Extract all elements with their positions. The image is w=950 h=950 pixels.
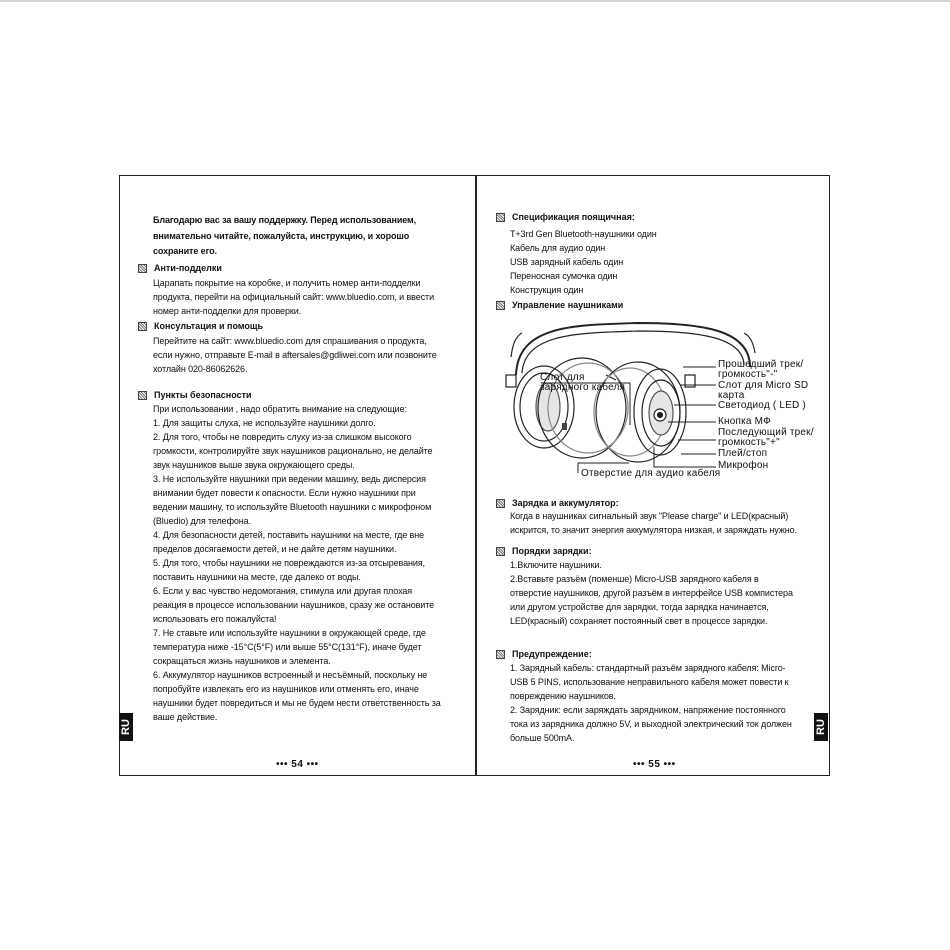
anti-fake-line: продукта, перейти на официальный сайт: www.bluedio.com, и ввести	[153, 292, 435, 302]
label-microphone: Микрофон	[718, 460, 769, 471]
charge-order-line: отверстие наушников, другой разъём в интерфейсе USB компистера	[510, 588, 793, 598]
spec-item: Конструкция один	[510, 285, 584, 295]
charge-order-line: LED(красный) сохраняет постоянный свет в процессе зарядки.	[510, 616, 768, 626]
safety-title: Пункты безопасности	[154, 390, 252, 400]
safety-line: попробуйте извлекать его из наушников или отменять его, иначе	[153, 684, 419, 694]
safety-line: использовать его пожалуйста!	[153, 614, 277, 624]
safety-line: 6. Если у вас чувство недомогания, стимула или другая плохая	[153, 586, 413, 596]
top-border-line	[0, 0, 950, 2]
safety-line: пределов досягаемости детей, и не дайте детям наушники.	[153, 544, 397, 554]
safety-line: 5. Для того, чтобы наушники не повреждаются из-за отсыревания,	[153, 558, 425, 568]
safety-line: 4. Для безопасности детей, поставить наушники на месте, где вне	[153, 530, 425, 540]
charging-line: искрится, то значит энергия аккумулятора низкая, и заряждать нужно.	[510, 525, 797, 535]
consult-line: если нужно, отправьте E-mail в aftersales@gdliwei.com или позвоните	[153, 350, 437, 360]
label-line: карта	[718, 390, 745, 401]
label-micro-sd	[718, 381, 808, 401]
label-line: Слот для Micro SD	[718, 380, 809, 391]
anti-fake-text	[153, 276, 434, 318]
charge-order-line: 2.Вставьте разъём (поменше) Micro-USB зарядного кабеля в	[510, 574, 759, 584]
language-code: RU	[120, 719, 133, 735]
spec-item: T+3rd Gen Bluetooth-наушники один	[510, 229, 657, 239]
label-play-stop: Плей/стоп	[718, 448, 768, 459]
safety-text	[153, 402, 441, 724]
label-line: Прошедший трек/	[718, 359, 804, 370]
charging-text	[510, 509, 797, 537]
section-bullet-icon	[138, 264, 147, 273]
section-bullet-icon	[496, 547, 505, 556]
language-tab-right	[814, 713, 828, 741]
spec-title: Спецификация поящичная:	[512, 212, 635, 222]
safety-line: реакция в процессе использовании наушников, сразу же остановите	[153, 600, 435, 610]
warning-line: больше 500mA.	[510, 733, 575, 743]
label-audio-jack: Отверстие для аудио кабеля	[581, 468, 721, 479]
language-tab-left	[119, 713, 133, 741]
safety-line: 6. Аккумулятор наушников встроенный и несъёмный, поскольку не	[153, 670, 428, 680]
warning-line: повреждению наушников.	[510, 691, 616, 701]
safety-line: 2. Для того, чтобы не повредить слуху из-за слишком высокого	[153, 432, 412, 442]
label-mf-button: Кнопка МФ	[718, 416, 771, 427]
safety-line: внимании будет повести к опасности. Если нужно наушники при	[153, 488, 416, 498]
label-prev-track	[718, 360, 803, 380]
safety-line: наушники будет повредиться и мы не будем нести ответственность за	[153, 698, 441, 708]
safety-line: поставить наушники на месте, где далеко от воды.	[153, 572, 361, 582]
label-line: громкость"-"	[718, 369, 778, 380]
controls-title: Управление наушниками	[512, 300, 624, 310]
safety-line: ваше действие.	[153, 712, 218, 722]
warning-line: USB 5 PINS, использование неправильного кабеля может повести к	[510, 677, 789, 687]
consult-text	[153, 334, 437, 376]
safety-line: 3. Не используйте наушники при ведении машину, ведь дисперсия	[153, 474, 426, 484]
intro-line: Благодарю вас за вашу поддержку. Перед использованием,	[153, 215, 417, 225]
warning-title: Предупреждение:	[512, 649, 592, 659]
consult-title: Консультация и помощь	[154, 321, 264, 331]
page-55	[478, 175, 828, 776]
safety-line: звук наушников выше звука окружающего среды.	[153, 460, 355, 470]
page-number: ••• 54 •••	[276, 759, 319, 770]
anti-fake-line: Царапать покрытие на коробке, и получить номер анти-подделки	[153, 278, 421, 288]
warning-line: 2. Зарядник: если заряждать зарядником, напряжение постоянного	[510, 705, 786, 715]
section-bullet-icon	[496, 650, 505, 659]
language-code: RU	[815, 719, 828, 735]
intro-text	[153, 213, 416, 260]
label-charging-slot	[540, 373, 625, 393]
consult-line: Перейтите на сайт: www.bluedio.com для спрашивания о продукта,	[153, 336, 427, 346]
charging-line: Когда в наушниках сигнальный звук "Please charge" и LED(красный)	[510, 511, 789, 521]
warning-line: тока из зарядника должно 5V, и выходной электрический ток должен	[510, 719, 792, 729]
label-next-track	[718, 428, 814, 448]
spec-item: USB зарядный кабель один	[510, 257, 624, 267]
label-line: Слот для	[540, 372, 585, 383]
safety-line: сокращаться жизнь наушников и элемента.	[153, 656, 331, 666]
label-line: Последующий трек/	[718, 427, 814, 438]
section-bullet-icon	[138, 322, 147, 331]
warning-text	[510, 661, 792, 745]
charging-title: Зарядка и аккумулятор:	[512, 498, 619, 508]
safety-line: 7. Не ставьте или используйте наушники в окружающей среде, где	[153, 628, 426, 638]
warning-line: 1. Зарядный кабель: стандартный разъём зарядного кабеля: Micro-	[510, 663, 786, 673]
label-line: громкость"+"	[718, 437, 780, 448]
safety-line: При использовании , надо обратить внимание на следующие:	[153, 404, 407, 414]
safety-line: 1. Для защиты слуха, не используйте наушники долго.	[153, 418, 376, 428]
charge-order-text	[510, 558, 793, 628]
label-led: Светодиод ( LED )	[718, 400, 806, 411]
charge-order-line: или другом устройстве для зарядки, тогда зарядка начинается,	[510, 602, 769, 612]
spec-item: Кабель для аудио один	[510, 243, 606, 253]
charge-order-title: Порядки зарядки:	[512, 546, 592, 556]
anti-fake-title: Анти-подделки	[154, 263, 222, 273]
anti-fake-line: номер анти-подделки для проверки.	[153, 306, 302, 316]
page-divider	[475, 175, 477, 776]
safety-line: температура ниже -15°C(5°F) или выше 55°C(131°F), иначе будет	[153, 642, 422, 652]
charging-port-icon	[562, 423, 567, 430]
label-line: зарядного кабеля	[540, 382, 626, 393]
safety-line: громкости, контролируйте звук наушников рационально, не делайте	[153, 446, 433, 456]
safety-line: (Bluedio) для телефона.	[153, 516, 251, 526]
consult-line: хотлайн 020-86062626.	[153, 364, 248, 374]
page-54	[121, 175, 473, 776]
safety-line: ведении машину, то используйте Bluetooth наушники с микрофоном	[153, 502, 432, 512]
section-bullet-icon	[138, 391, 147, 400]
spec-item: Переносная сумочка один	[510, 271, 618, 281]
intro-line: сохраните его.	[153, 246, 217, 256]
intro-line: внимательно читайте, пожалуйста, инструкцию, и хорошо	[153, 230, 410, 241]
page-number: ••• 55 •••	[633, 759, 676, 770]
charge-order-line: 1.Включите наушники.	[510, 560, 602, 570]
section-bullet-icon	[496, 499, 505, 508]
